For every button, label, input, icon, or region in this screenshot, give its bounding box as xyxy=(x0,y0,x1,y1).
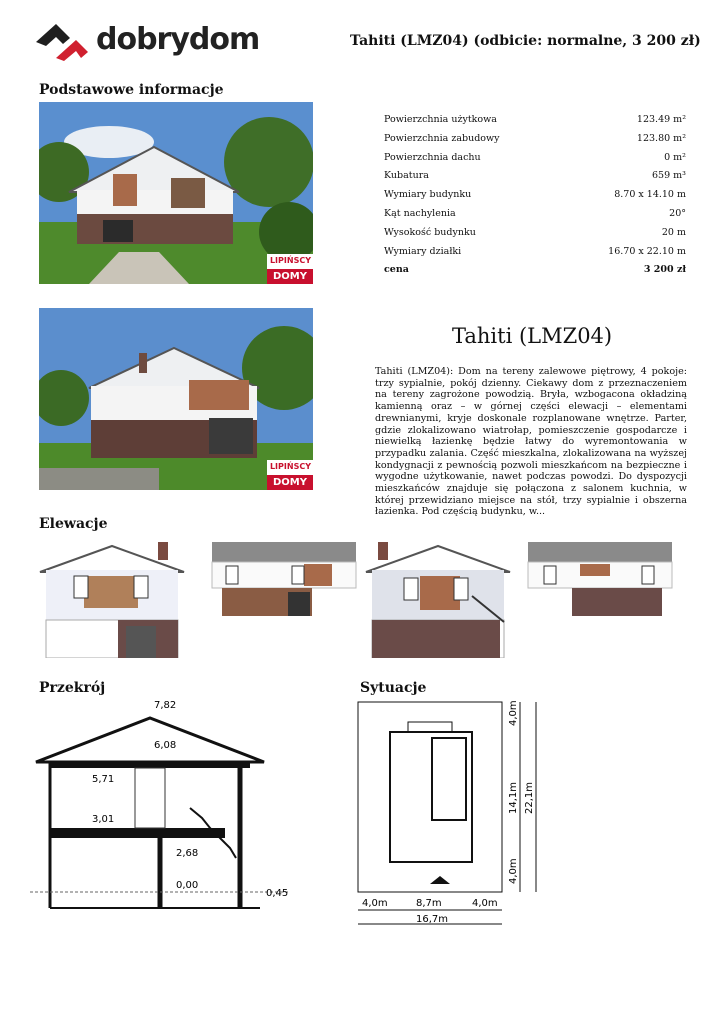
info-row: Wysokość budynku 20 m xyxy=(384,226,686,238)
cross-section-drawing xyxy=(30,698,290,928)
info-row: Kubatura 659 m³ xyxy=(384,170,686,182)
section-situation: Sytuacje xyxy=(360,680,427,696)
svg-text:4,0m: 4,0m xyxy=(508,700,519,726)
svg-text:14,1m: 14,1m xyxy=(508,781,519,814)
svg-text:7,82: 7,82 xyxy=(154,700,177,711)
section-elevations: Elewacje xyxy=(39,516,108,532)
svg-text:4,0m: 4,0m xyxy=(508,858,519,884)
section-basic-info: Podstawowe informacje xyxy=(39,82,224,98)
svg-text:3,01: 3,01 xyxy=(92,814,115,825)
lipinscy-badge: LIPIŃSCY DOMY xyxy=(267,254,313,284)
house-name: Tahiti (LMZ04) xyxy=(452,324,613,348)
info-row: Powierzchnia użytkowa 123.49 m² xyxy=(384,114,686,125)
situation-plan xyxy=(350,696,550,928)
lipinscy-badge: LIPIŃSCY DOMY xyxy=(267,460,313,490)
info-row: Kąt nachylenia 20° xyxy=(384,207,686,219)
elevation-side-2 xyxy=(524,540,684,620)
svg-text:6,08: 6,08 xyxy=(154,740,177,751)
elevation-front xyxy=(38,540,186,658)
info-row: Wymiary budynku 8.70 x 14.10 m xyxy=(384,189,686,201)
logo-text: dobrydom xyxy=(96,22,260,57)
info-row: Powierzchnia dachu 0 m² xyxy=(384,151,686,163)
svg-text:0,00: 0,00 xyxy=(176,880,199,891)
house-photo-front xyxy=(39,102,313,284)
document-title: Tahiti (LMZ04) (odbicie: normalne, 3 200 zł) xyxy=(350,33,701,49)
svg-text:4,0m: 4,0m xyxy=(362,898,388,909)
dobrydom-logo xyxy=(36,22,96,62)
svg-text:0,45: 0,45 xyxy=(266,888,289,899)
svg-text:5,71: 5,71 xyxy=(92,774,115,785)
svg-text:22,1m: 22,1m xyxy=(524,781,535,814)
svg-text:16,7m: 16,7m xyxy=(416,914,449,925)
svg-text:4,0m: 4,0m xyxy=(472,898,498,909)
elevation-side-1 xyxy=(200,540,360,620)
price-row: cena 3 200 zł xyxy=(384,264,686,276)
svg-text:2,68: 2,68 xyxy=(176,848,199,859)
section-cross-section: Przekrój xyxy=(39,680,106,696)
info-table xyxy=(384,114,686,283)
info-row: Wymiary działki 16.70 x 22.10 m xyxy=(384,245,686,257)
svg-text:8,7m: 8,7m xyxy=(416,898,442,909)
house-photo-side xyxy=(39,308,313,490)
info-row: Powierzchnia zabudowy 123.80 m² xyxy=(384,132,686,144)
elevation-back xyxy=(364,540,512,658)
house-description: Tahiti (LMZ04): Dom na tereny zalewowe piętrowy, 4 pokoje: trzy sypialnie, pokój dzienny. Ciekawy dom z przeznaczeniem na tereny zagrożone powodzią. Bryła, wzbogacona okładziną kamienną oraz – w górnej części elewacji – elementami drewnianymi, kryje doskonale rozplanowane wnętrze. Parter, gdzie zlokalizowano wiatrołap, pomieszczenie gospodarcze i niewielką łazienkę będzie łatwy do wyremontowania w przypadku zalania. Część mieszkalna, zlokalizowana na wyższej kondygnacji z pewnością pozwoli mieszkańcom na bezpieczne i wygodne użytkowanie, nawet podczas powodzi. Do dyspozycji mieszkańców znajduje się połączona z salonem kuchnia, w której przewidziano miejsce na stół, trzy sypialnie i obszerna łazienka. Pod częścią budynku, w... xyxy=(375,366,687,518)
